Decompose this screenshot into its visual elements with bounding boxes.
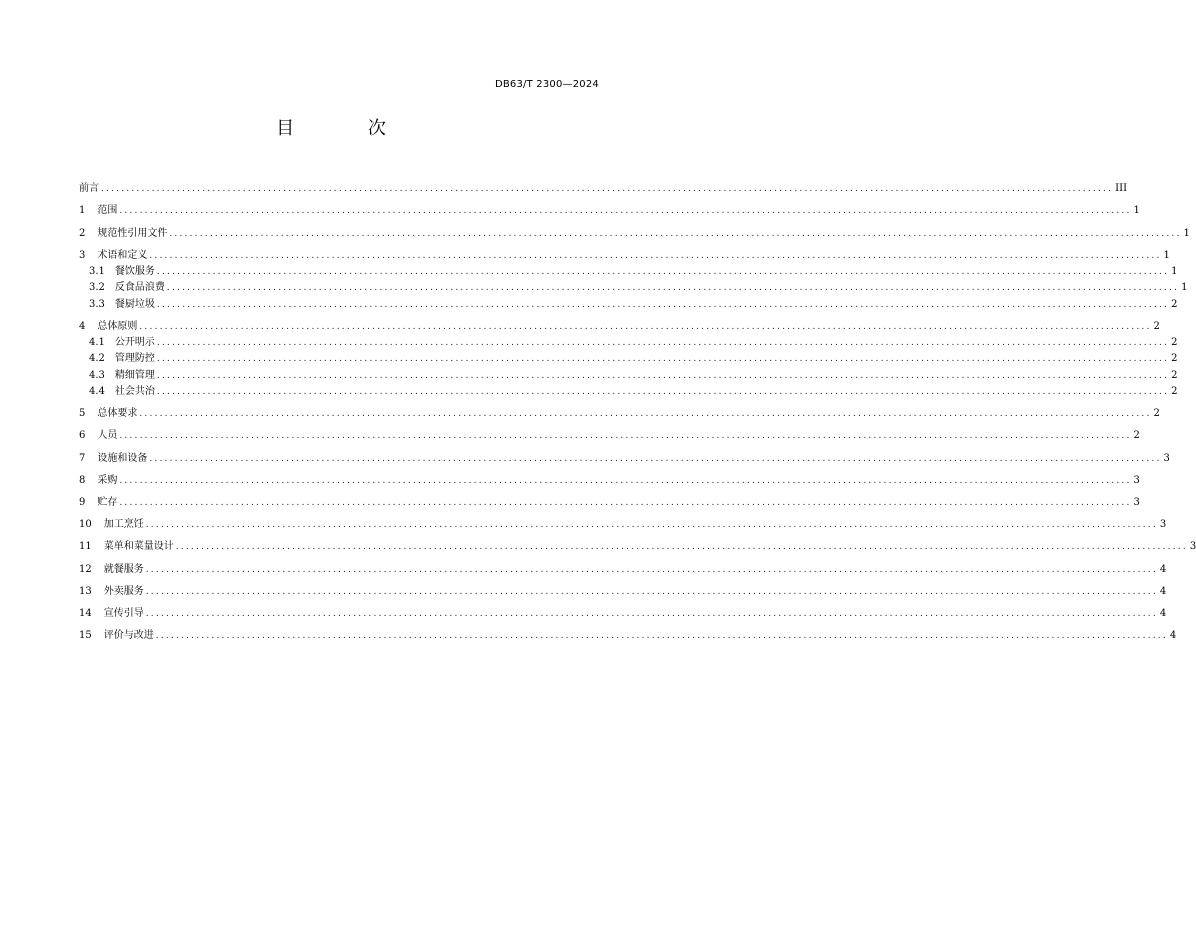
- toc-dot-leader: ........................................................................................................................................................................................................: [119, 475, 1132, 486]
- toc-dot-leader: ........................................................................................................................................................................................................: [139, 321, 1152, 332]
- toc-entry[interactable]: [79, 531, 1196, 553]
- toc-entry-label: 总体原则: [97, 320, 138, 332]
- toc-dot-leader: ........................................................................................................................................................................................................: [101, 184, 1114, 195]
- toc-entry[interactable]: [79, 294, 1178, 310]
- toc-entry-page: 1: [1181, 282, 1188, 294]
- toc-dot-leader: ........................................................................................................................................................................................................: [156, 338, 1170, 349]
- toc-entry-label: 餐饮服务: [114, 266, 155, 278]
- toc-dot-leader: ........................................................................................................................................................................................................: [156, 267, 1170, 278]
- toc-dot-leader: ........................................................................................................................................................................................................: [166, 283, 1180, 294]
- toc-dot-leader: ........................................................................................................................................................................................................: [145, 564, 1158, 575]
- toc-entry-page: 4: [1159, 585, 1167, 597]
- toc-entry-label: 外卖服务: [103, 585, 144, 597]
- toc-entry-page: 2: [1171, 386, 1178, 398]
- toc-entry-label: 人员: [97, 430, 118, 442]
- toc-entry-label: 反食品浪费: [114, 282, 165, 294]
- toc-dot-leader: ........................................................................................................................................................................................................: [155, 631, 1168, 642]
- toc-entry-page: III: [1115, 183, 1128, 195]
- toc-entry-number: 10: [79, 519, 92, 531]
- toc-entry-label: 公开明示: [114, 337, 155, 349]
- toc-entry-number: 4.4: [89, 386, 105, 398]
- toc-entry-label: 宣传引导: [103, 607, 144, 619]
- toc-dot-leader: ........................................................................................................................................................................................................: [145, 608, 1158, 619]
- document-code: DB63/T 2300—2024: [494, 79, 599, 90]
- toc-entry-label: 加工烹饪: [103, 519, 144, 531]
- toc-entry-number: 15: [79, 630, 92, 642]
- toc-entry[interactable]: [79, 598, 1167, 620]
- toc-entry-page: 3: [1163, 452, 1170, 464]
- toc-entry-label: 范围: [97, 205, 118, 217]
- toc-entry-number: 3.2: [89, 282, 105, 294]
- toc-entry[interactable]: [79, 365, 1178, 381]
- toc-entry-page: 1: [1163, 249, 1170, 261]
- toc-entry[interactable]: [79, 620, 1177, 642]
- toc-entry-number: 6: [79, 430, 86, 442]
- toc-entry[interactable]: [79, 576, 1167, 598]
- toc-entry-page: 2: [1153, 320, 1160, 332]
- toc-entry-label: 精细管理: [114, 369, 155, 381]
- toc-entry-number: 5: [79, 408, 86, 420]
- toc-entry[interactable]: [79, 487, 1140, 509]
- toc-entry-page: 1: [1133, 205, 1140, 217]
- toc-entry-label: 规范性引用文件: [97, 227, 168, 239]
- toc-entry-page: 2: [1153, 408, 1160, 420]
- toc-entry-number: 1: [79, 205, 86, 217]
- toc-dot-leader: ........................................................................................................................................................................................................: [169, 228, 1182, 239]
- toc-entry[interactable]: [79, 195, 1140, 217]
- toc-entry[interactable]: [79, 398, 1160, 420]
- toc-dot-leader: ........................................................................................................................................................................................................: [119, 431, 1132, 442]
- toc-entry-label: 就餐服务: [103, 563, 144, 575]
- toc-entry[interactable]: [79, 349, 1178, 365]
- toc-entry-number: 2: [79, 227, 86, 239]
- toc-entry[interactable]: [79, 553, 1167, 575]
- toc-entry-number: 13: [79, 585, 92, 597]
- toc-dot-leader: ........................................................................................................................................................................................................: [149, 250, 1162, 261]
- toc-entry-label: 餐厨垃圾: [114, 298, 155, 310]
- toc-entry-page: 1: [1171, 266, 1178, 278]
- toc-entry-page: 2: [1171, 353, 1178, 365]
- toc-entry-number: 4: [79, 320, 86, 332]
- toc-entry-page: 2: [1171, 298, 1178, 310]
- toc-entry-page: 4: [1159, 607, 1167, 619]
- toc-dot-leader: ........................................................................................................................................................................................................: [119, 206, 1132, 217]
- toc-dot-leader: ........................................................................................................................................................................................................: [175, 542, 1188, 553]
- toc-entry[interactable]: [79, 465, 1140, 487]
- toc-entry[interactable]: [79, 262, 1178, 278]
- toc-entry-page: 2: [1171, 369, 1178, 381]
- toc-entry-label: 总体要求: [97, 408, 138, 420]
- toc-entry-label: 贮存: [97, 496, 118, 508]
- toc-entry-number: 9: [79, 496, 86, 508]
- toc-dot-leader: ........................................................................................................................................................................................................: [156, 387, 1170, 398]
- toc-entry-page: 3: [1133, 474, 1140, 486]
- toc-entry[interactable]: [79, 173, 1128, 195]
- table-of-contents: [79, 173, 1196, 642]
- toc-entry-page: 3: [1189, 541, 1196, 553]
- toc-dot-leader: ........................................................................................................................................................................................................: [156, 370, 1170, 381]
- toc-entry[interactable]: [79, 217, 1190, 239]
- toc-entry-label: 采购: [97, 474, 118, 486]
- toc-entry-number: 4.3: [89, 369, 105, 381]
- toc-entry-number: 12: [79, 563, 92, 575]
- toc-entry[interactable]: [79, 509, 1167, 531]
- toc-entry-label: 社会共治: [114, 386, 155, 398]
- toc-entry-label: 管理防控: [114, 353, 155, 365]
- toc-entry-label: 评价与改进: [103, 630, 154, 642]
- toc-entry-number: 4.2: [89, 353, 105, 365]
- toc-entry-number: 3.3: [89, 298, 105, 310]
- toc-dot-leader: ........................................................................................................................................................................................................: [119, 497, 1132, 508]
- toc-dot-leader: ........................................................................................................................................................................................................: [149, 453, 1162, 464]
- toc-dot-leader: ........................................................................................................................................................................................................: [156, 299, 1170, 310]
- toc-entry[interactable]: [79, 420, 1140, 442]
- toc-entry-label: 前言: [79, 183, 99, 195]
- toc-entry-page: 3: [1133, 496, 1140, 508]
- toc-entry-number: 11: [79, 541, 92, 553]
- toc-entry-number: 3.1: [89, 266, 105, 278]
- toc-entry-page: 2: [1133, 430, 1140, 442]
- toc-dot-leader: ........................................................................................................................................................................................................: [139, 409, 1152, 420]
- toc-entry[interactable]: [79, 311, 1160, 333]
- toc-dot-leader: ........................................................................................................................................................................................................: [156, 354, 1170, 365]
- toc-entry-label: 菜单和菜量设计: [103, 541, 174, 553]
- toc-entry-number: 14: [79, 607, 92, 619]
- toc-entry[interactable]: [79, 240, 1170, 262]
- toc-entry-label: 术语和定义: [97, 249, 148, 261]
- toc-entry[interactable]: [79, 333, 1178, 349]
- toc-entry-label: 设施和设备: [97, 452, 148, 464]
- toc-entry[interactable]: [79, 382, 1178, 398]
- page-title: 目 次: [276, 118, 420, 139]
- toc-entry-number: 7: [79, 452, 86, 464]
- toc-entry-page: 4: [1159, 563, 1167, 575]
- toc-entry[interactable]: [79, 442, 1170, 464]
- toc-entry-number: 4.1: [89, 337, 105, 349]
- toc-entry[interactable]: [79, 278, 1188, 294]
- toc-entry-number: 8: [79, 474, 86, 486]
- toc-dot-leader: ........................................................................................................................................................................................................: [145, 520, 1158, 531]
- toc-entry-page: 2: [1171, 337, 1178, 349]
- toc-dot-leader: ........................................................................................................................................................................................................: [145, 586, 1158, 597]
- toc-entry-page: 3: [1159, 519, 1167, 531]
- toc-entry-page: 4: [1169, 630, 1177, 642]
- toc-entry-number: 3: [79, 249, 86, 261]
- toc-entry-page: 1: [1183, 227, 1190, 239]
